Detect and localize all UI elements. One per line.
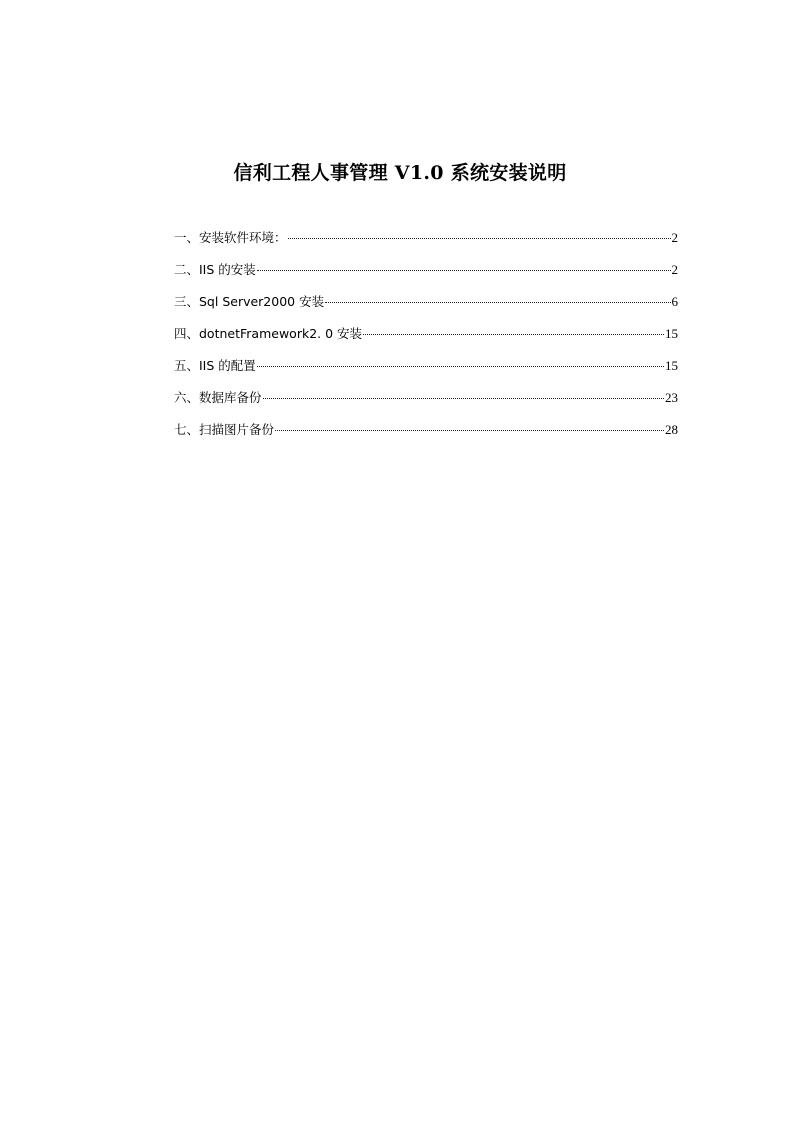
toc-page-number: 15 — [665, 358, 678, 373]
toc-dot-leader — [325, 302, 670, 303]
toc-entry-4[interactable] — [174, 324, 678, 356]
toc-page-number: 6 — [671, 294, 678, 309]
toc-entry-1[interactable] — [174, 228, 678, 260]
toc-entry-label: 六、数据库备份 — [174, 390, 262, 405]
toc-dot-leader — [275, 430, 664, 431]
toc-dot-leader — [288, 238, 671, 239]
table-of-contents — [174, 228, 678, 452]
toc-entry-label: 三、Sql Server2000 安装 — [174, 294, 325, 309]
toc-entry-label: 五、IIS 的配置 — [174, 358, 256, 373]
toc-entry-7[interactable] — [174, 420, 678, 452]
toc-page-number: 2 — [671, 230, 678, 245]
toc-entry-label: 四、dotnetFramework2. 0 安装 — [174, 326, 363, 341]
toc-entry-label: 二、IIS 的安装 — [174, 262, 256, 277]
toc-dot-leader — [263, 398, 664, 399]
toc-dot-leader — [363, 334, 664, 335]
toc-dot-leader — [257, 270, 671, 271]
toc-entry-6[interactable] — [174, 388, 678, 420]
toc-entry-label: 七、扫描图片备份 — [174, 422, 275, 437]
toc-entry-2[interactable] — [174, 260, 678, 292]
page-title: 信利工程人事管理 V1.0 系统安装说明 — [233, 161, 567, 184]
toc-entry-label: 一、安装软件环境： — [174, 230, 287, 245]
toc-page-number: 2 — [671, 262, 678, 277]
toc-entry-3[interactable] — [174, 292, 678, 324]
toc-dot-leader — [257, 366, 664, 367]
toc-page-number: 15 — [665, 326, 678, 341]
toc-page-number: 28 — [665, 422, 678, 437]
toc-page-number: 23 — [665, 390, 678, 405]
toc-entry-5[interactable] — [174, 356, 678, 388]
